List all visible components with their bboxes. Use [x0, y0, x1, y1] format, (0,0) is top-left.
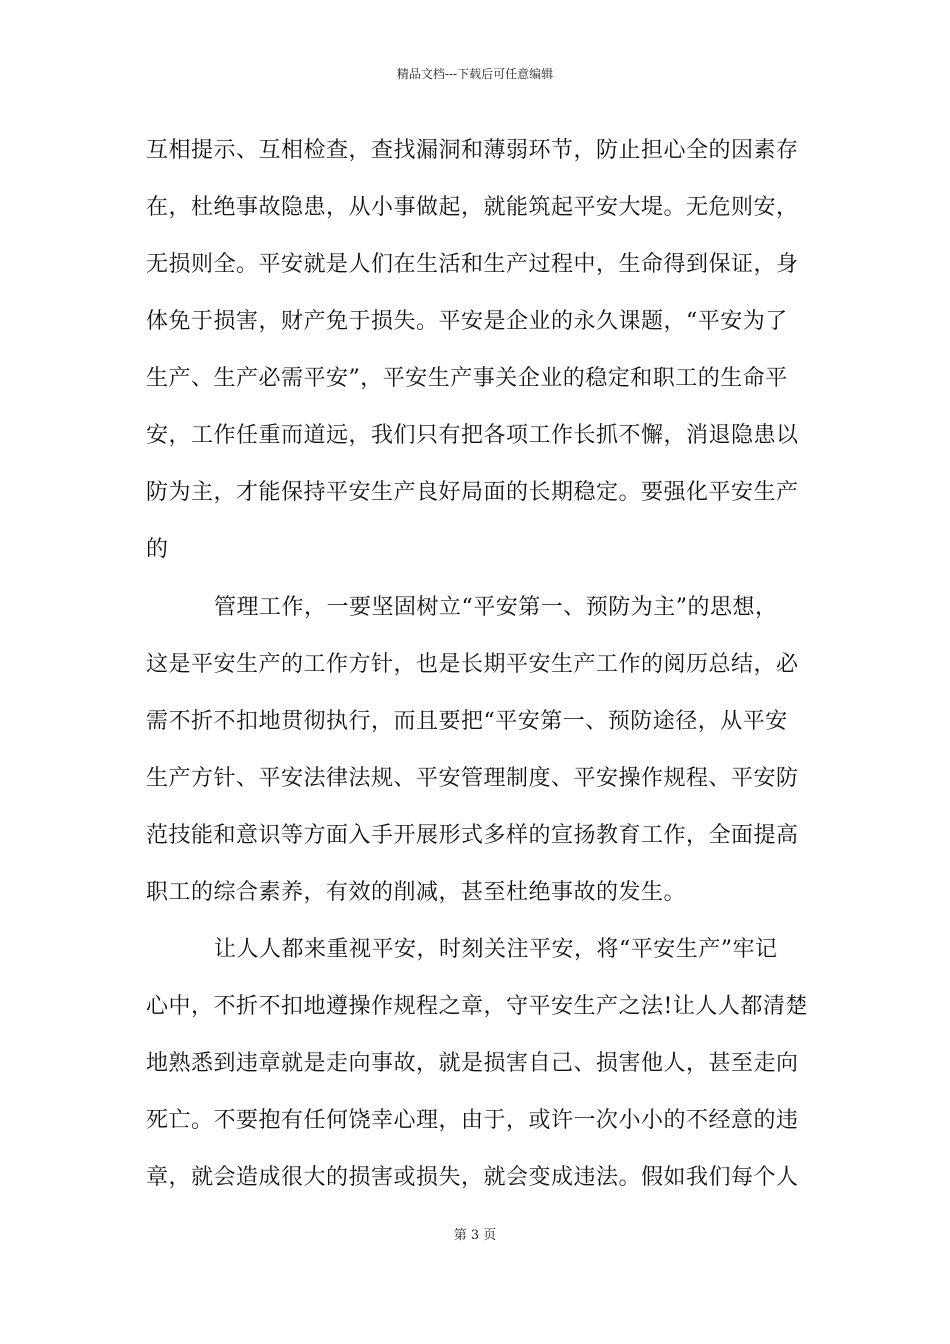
body-text-line: 的 — [146, 537, 169, 562]
body-text-line: 章，就会造成很大的损害或损失，就会变成违法。假如我们每个人 — [146, 1165, 799, 1190]
page-header: 精品文档---下载后可任意编辑 — [396, 67, 554, 81]
body-text-line: 无损则全。平安就是人们在生活和生产过程中，生命得到保证，身 — [146, 252, 799, 277]
body-text-line: 地熟悉到违章就是走向事故，就是损害自己、损害他人，甚至走向 — [146, 1051, 799, 1076]
body-text-line: 范技能和意识等方面入手开展形式多样的宣扬教育工作，全面提高 — [146, 823, 799, 848]
page-number: 第 3 页 — [453, 1228, 497, 1243]
body-text-line-indented: 管理工作，一要坚固树立“平安第一、预防为主”的思想， — [214, 595, 778, 620]
body-text-line: 在，杜绝事故隐患，从小事做起，就能筑起平安大堤。无危则安， — [146, 195, 799, 220]
body-text-line: 心中，不折不扣地遵操作规程之章，守平安生产之法!让人人都清楚 — [146, 994, 808, 1019]
body-text-line: 这是平安生产的工作方针，也是长期平安生产工作的阅历总结，必 — [146, 652, 799, 677]
body-text-line: 职工的综合素养，有效的削减，甚至杜绝事故的发生。 — [146, 880, 687, 905]
body-text-line: 互相提示、互相检查，查找漏洞和薄弱环节，防止担心全的因素存 — [146, 138, 799, 163]
body-text-line: 生产方针、平安法律法规、平安管理制度、平安操作规程、平安防 — [146, 766, 799, 791]
body-text-line-indented: 让人人都来重视平安，时刻关注平安，将“平安生产”牢记 — [214, 937, 778, 962]
body-text-line: 需不折不扣地贯彻执行，而且要把“平安第一、预防途径，从平安 — [146, 709, 788, 734]
body-text-line: 体免于损害，财产免于损失。平安是企业的永久课题，“平安为了 — [146, 309, 788, 334]
body-text-line: 安，工作任重而道远，我们只有把各项工作长抓不懈，消退隐患以 — [146, 423, 799, 448]
body-text-line: 生产、生产必需平安”，平安生产事关企业的稳定和职工的生命平 — [146, 366, 788, 391]
body-text-line: 死亡。不要抱有任何饶幸心理，由于，或许一次小小的不经意的违 — [146, 1108, 799, 1133]
body-text-line: 防为主，才能保持平安生产良好局面的长期稳定。要强化平安生产 — [146, 480, 799, 505]
